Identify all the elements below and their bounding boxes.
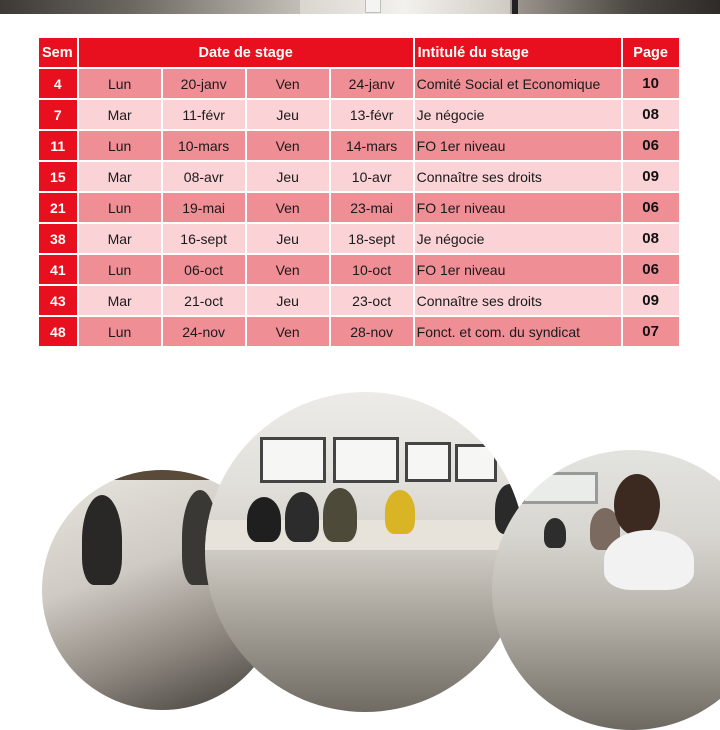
start-date-cell: 20-janv [163, 69, 245, 98]
photo-collage [0, 390, 720, 540]
table-row [39, 131, 679, 160]
training-room-photo-center [205, 392, 525, 712]
start-date-cell: 06-oct [163, 255, 245, 284]
table-row [39, 100, 679, 129]
course-title-cell: Je négocie [415, 100, 621, 129]
sem-cell: 38 [39, 224, 77, 253]
end-day-cell: Jeu [247, 100, 329, 129]
sem-cell: 41 [39, 255, 77, 284]
start-date-cell: 08-avr [163, 162, 245, 191]
start-day-cell: Mar [79, 286, 161, 315]
end-date-cell: 18-sept [331, 224, 413, 253]
sem-cell: 11 [39, 131, 77, 160]
start-date-cell: 24-nov [163, 317, 245, 346]
page-cell: 06 [623, 131, 679, 160]
page-cell: 06 [623, 255, 679, 284]
chair-edge [512, 0, 518, 14]
page-cell: 10 [623, 69, 679, 98]
start-day-cell: Mar [79, 162, 161, 191]
header-page: Page [623, 38, 679, 67]
start-day-cell: Lun [79, 193, 161, 222]
table-header-row [39, 38, 679, 67]
sem-cell: 4 [39, 69, 77, 98]
end-date-cell: 23-oct [331, 286, 413, 315]
course-title-cell: Connaître ses droits [415, 286, 621, 315]
course-title-cell: Connaître ses droits [415, 162, 621, 191]
sem-cell: 7 [39, 100, 77, 129]
page-cell: 09 [623, 286, 679, 315]
end-date-cell: 28-nov [331, 317, 413, 346]
table-row [39, 286, 679, 315]
top-photo-strip [0, 0, 720, 14]
end-day-cell: Jeu [247, 224, 329, 253]
page-cell: 06 [623, 193, 679, 222]
end-day-cell: Ven [247, 193, 329, 222]
page-cell: 07 [623, 317, 679, 346]
start-date-cell: 19-mai [163, 193, 245, 222]
end-day-cell: Jeu [247, 286, 329, 315]
sem-cell: 15 [39, 162, 77, 191]
sem-cell: 48 [39, 317, 77, 346]
end-date-cell: 24-janv [331, 69, 413, 98]
table-row [39, 317, 679, 346]
header-title: Intitulé du stage [415, 38, 621, 67]
end-day-cell: Ven [247, 69, 329, 98]
start-day-cell: Mar [79, 224, 161, 253]
start-date-cell: 16-sept [163, 224, 245, 253]
start-date-cell: 21-oct [163, 286, 245, 315]
table-row [39, 224, 679, 253]
header-date: Date de stage [79, 38, 413, 67]
end-date-cell: 23-mai [331, 193, 413, 222]
end-date-cell: 14-mars [331, 131, 413, 160]
header-sem: Sem [39, 38, 77, 67]
course-title-cell: FO 1er niveau [415, 193, 621, 222]
table-row [39, 255, 679, 284]
table-row [39, 69, 679, 98]
end-day-cell: Jeu [247, 162, 329, 191]
trainee-portrait-photo-right [492, 450, 720, 730]
page-cell: 08 [623, 224, 679, 253]
sem-cell: 43 [39, 286, 77, 315]
course-title-cell: Fonct. et com. du syndicat [415, 317, 621, 346]
end-date-cell: 10-avr [331, 162, 413, 191]
start-date-cell: 10-mars [163, 131, 245, 160]
table-row [39, 162, 679, 191]
page-cell: 08 [623, 100, 679, 129]
start-day-cell: Mar [79, 100, 161, 129]
end-day-cell: Ven [247, 131, 329, 160]
paper-sheet [300, 0, 510, 14]
end-date-cell: 10-oct [331, 255, 413, 284]
start-day-cell: Lun [79, 69, 161, 98]
start-day-cell: Lun [79, 317, 161, 346]
course-title-cell: FO 1er niveau [415, 255, 621, 284]
sem-cell: 21 [39, 193, 77, 222]
course-title-cell: FO 1er niveau [415, 131, 621, 160]
course-title-cell: Comité Social et Economique [415, 69, 621, 98]
table-row [39, 193, 679, 222]
start-date-cell: 11-févr [163, 100, 245, 129]
course-title-cell: Je négocie [415, 224, 621, 253]
end-date-cell: 13-févr [331, 100, 413, 129]
training-schedule-table [37, 36, 681, 348]
start-day-cell: Lun [79, 255, 161, 284]
page-cell: 09 [623, 162, 679, 191]
end-day-cell: Ven [247, 317, 329, 346]
cup [365, 0, 381, 13]
start-day-cell: Lun [79, 131, 161, 160]
end-day-cell: Ven [247, 255, 329, 284]
